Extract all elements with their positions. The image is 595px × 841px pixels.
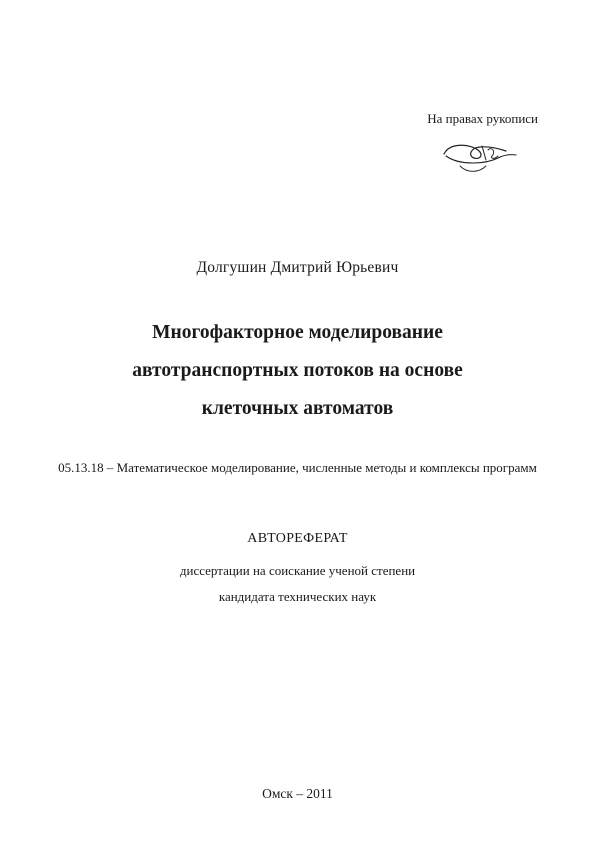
- degree-line: диссертации на соискание ученой степени: [179, 563, 416, 578]
- author-name: Долгушин Дмитрий Юрьевич: [196, 259, 399, 276]
- title-line: Многофакторное моделирование: [152, 322, 443, 343]
- dissertation-title: [0, 314, 595, 428]
- title-line: автотранспортных потоков на основе: [132, 360, 463, 381]
- specialty-code: 05.13.18 – Математическое моделирование, численные методы и комплексы программ: [58, 460, 537, 475]
- degree-description: [0, 558, 595, 610]
- signature-icon: [440, 136, 520, 176]
- city-year: Омск – 2011: [262, 786, 333, 801]
- manuscript-note: На правах рукописи: [427, 111, 538, 126]
- abstract-heading: АВТОРЕФЕРАТ: [247, 531, 348, 546]
- title-line: клеточных автоматов: [201, 398, 394, 419]
- degree-line: кандидата технических наук: [218, 589, 377, 604]
